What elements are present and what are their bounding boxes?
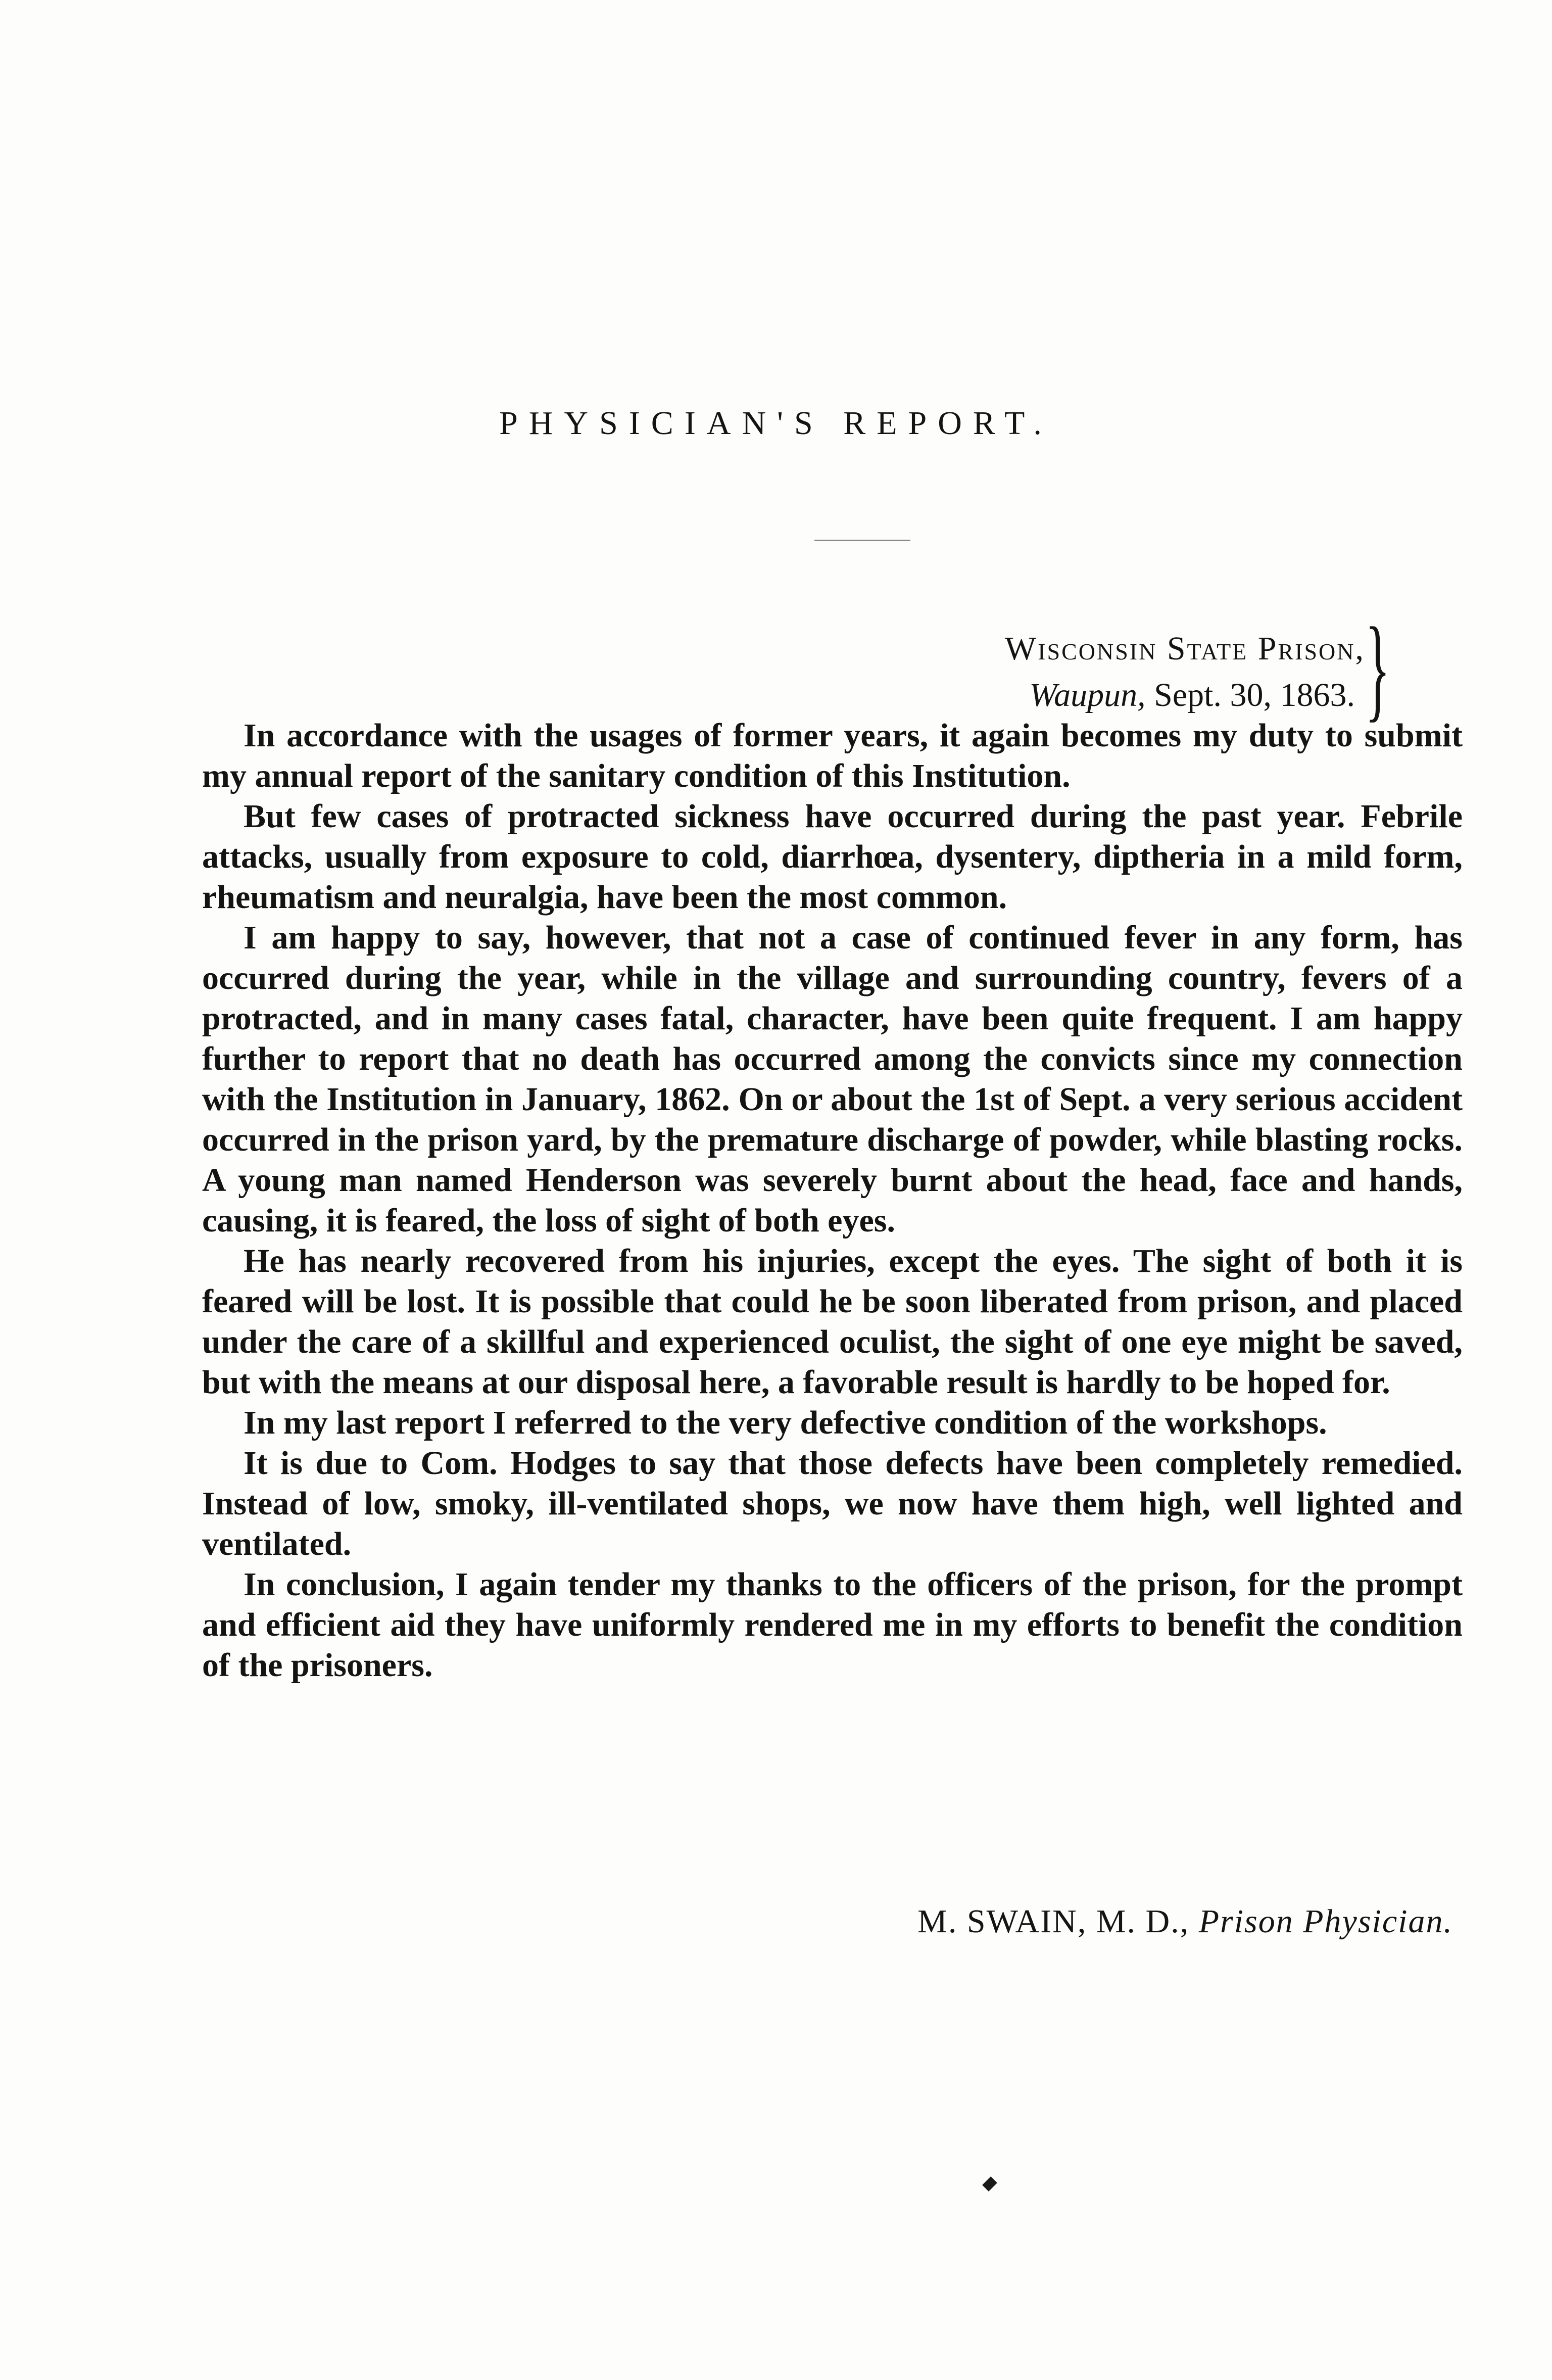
page-title: PHYSICIAN'S REPORT. bbox=[499, 405, 1053, 442]
signature bbox=[917, 1902, 1453, 1941]
heading-brace: } bbox=[1365, 603, 1390, 732]
heading-date: Sept. 30, 1863. bbox=[1145, 677, 1355, 713]
paragraph-5: In my last report I referred to the very defective condition of the workshops. bbox=[244, 1404, 1327, 1441]
report-body bbox=[202, 716, 1463, 1686]
heading-town: Waupun, bbox=[1029, 677, 1146, 713]
paragraph-6: It is due to Com. Hodges to say that those defects have been completely remedied. Instead of low, smoky, ill-ventilated shops, we now have them high, well lighted and ventilated. bbox=[202, 1445, 1463, 1562]
paragraph-3: I am happy to say, however, that not a case of continued fever in any form, has occurred during the year, while in the village and surrounding country, fevers of a protracted, and in many cases fatal, character, have been quite frequent. I am happy further to report that no death has occurred among the convicts since my connection with the Institution in January, 1862. On or about the 1st of Sept. a very serious accident occurred in the prison yard, by the premature discharge of powder, while blasting rocks. A young man named Henderson was severely burnt about the head, face and hands, causing, it is feared, the loss of sight of both eyes. bbox=[202, 919, 1463, 1239]
paragraph-1: In accordance with the usages of former years, it again becomes my duty to submit my annual report of the sanitary condition of this Institution. bbox=[202, 717, 1463, 794]
paragraph-4: He has nearly recovered from his injuries, except the eyes. The sight of both it is feared will be lost. It is possible that could he be soon liberated from prison, and placed under the care of a skillful and experienced oculist, the sight of one eye might be saved, but with the means at our disposal here, a favorable result is hardly to be hoped for. bbox=[202, 1243, 1463, 1401]
title-divider bbox=[814, 540, 910, 541]
paragraph-7: In conclusion, I again tender my thanks to the officers of the prison, for the prompt and efficient aid they have uniformly rendered me in my efforts to benefit the condition of the prisoners. bbox=[202, 1566, 1463, 1684]
signature-name: M. SWAIN, M. D., bbox=[917, 1903, 1199, 1940]
paragraph-2: But few cases of protracted sickness have occurred during the past year. Febrile attacks, usually from exposure to cold, diarrhœa, dysentery, diptheria in a mild form, rheumatism and neuralgia, have been the most common. bbox=[202, 798, 1463, 916]
letter-heading bbox=[1005, 626, 1365, 719]
diamond-ornament-icon bbox=[982, 2176, 997, 2192]
heading-date-line bbox=[1005, 672, 1365, 719]
signature-role: Prison Physician. bbox=[1198, 1903, 1453, 1940]
heading-location: Wisconsin State Prison, bbox=[1004, 630, 1365, 667]
